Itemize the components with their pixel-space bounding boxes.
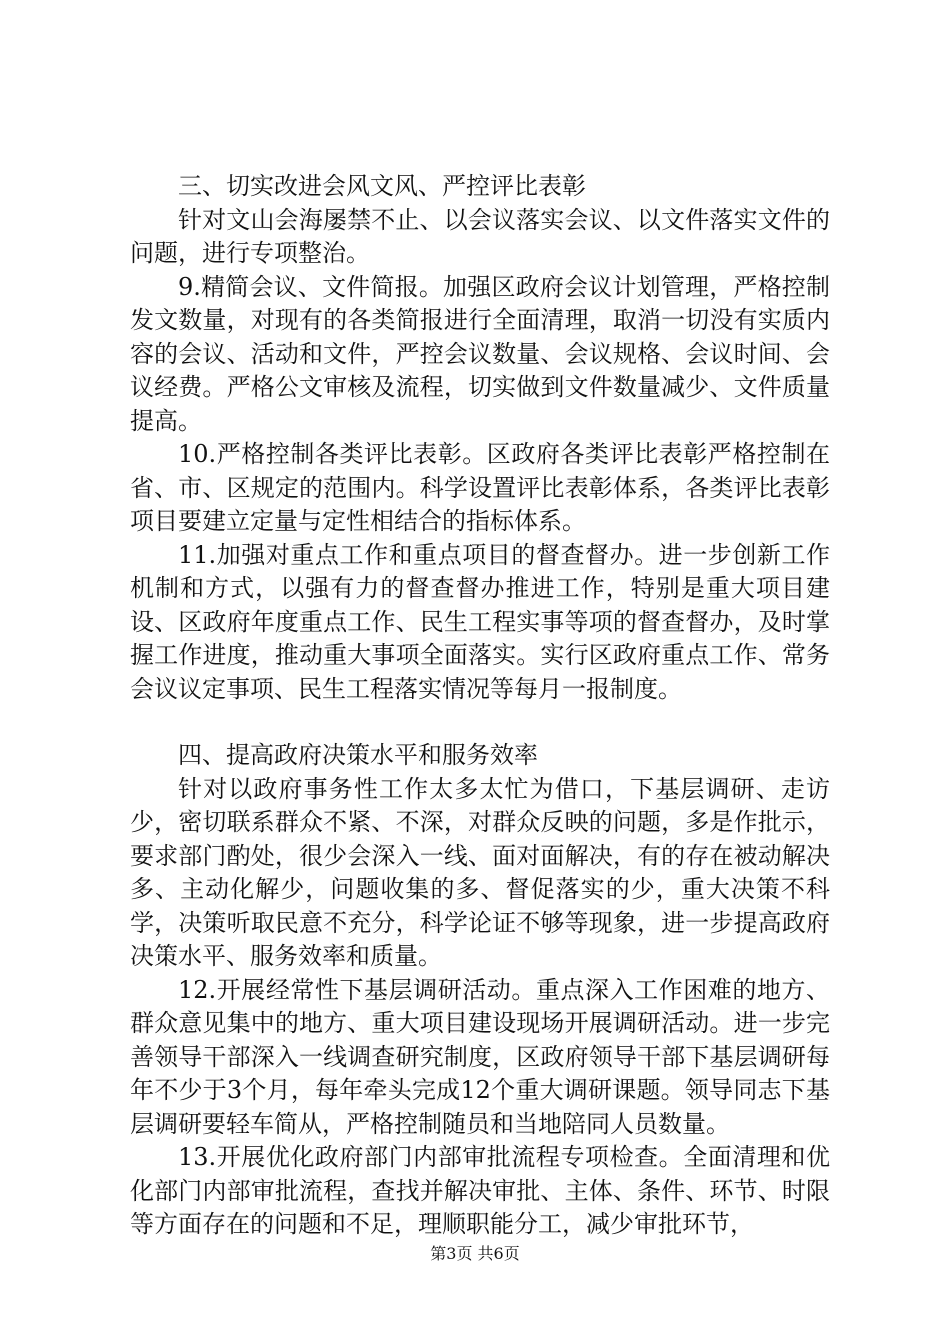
- section-3: [130, 170, 830, 706]
- paragraph: 针对以政府事务性工作太多太忙为借口，下基层调研、走访少，密切联系群众不紧、不深，对群众反映的问题，多是作批示，要求部门酌处，很少会深入一线、面对面解决，有的存在被动解决多、主动化解少，问题收集的多、督促落实的少，重大决策不科学，决策听取民意不充分，科学论证不够等现象，进一步提高政府决策水平、服务效率和质量。: [130, 774, 830, 970]
- section-heading: 三、切实改进会风文风、严控评比表彰: [178, 172, 586, 200]
- document-body: [130, 170, 830, 1242]
- section-heading: 四、提高政府决策水平和服务效率: [178, 741, 538, 769]
- page-number-footer: 第3页 共6页: [430, 1244, 520, 1263]
- paragraph: 9.精简会议、文件简报。加强区政府会议计划管理，严格控制发文数量，对现有的各类简报进行全面清理，取消一切没有实质内容的会议、活动和文件，严控会议数量、会议规格、会议时间、会议经费。严格公文审核及流程，切实做到文件数量减少、文件质量提高。: [130, 272, 830, 435]
- paragraph: 12.开展经常性下基层调研活动。重点深入工作困难的地方、群众意见集中的地方、重大项目建设现场开展调研活动。进一步完善领导干部深入一线调查研究制度，区政府领导干部下基层调研每年不少于3个月，每年牵头完成12个重大调研课题。领导同志下基层调研要轻车简从，严格控制随员和当地陪同人员数量。: [130, 975, 830, 1138]
- paragraph: 针对文山会海屡禁不止、以会议落实会议、以文件落实文件的问题，进行专项整治。: [130, 205, 830, 267]
- paragraph: 10.严格控制各类评比表彰。区政府各类评比表彰严格控制在省、市、区规定的范围内。科学设置评比表彰体系，各类评比表彰项目要建立定量与定性相结合的指标体系。: [130, 440, 830, 535]
- paragraph: 11.加强对重点工作和重点项目的督查督办。进一步创新工作机制和方式，以强有力的督查督办推进工作，特别是重大项目建设、区政府年度重点工作、民生工程实事等项的督查督办，及时掌握工作进度，推动重大事项全面落实。实行区政府重点工作、常务会议议定事项、民生工程落实情况等每月一报制度。: [130, 540, 830, 703]
- section-spacer: [130, 706, 830, 739]
- paragraph: 13.开展优化政府部门内部审批流程专项检查。全面清理和优化部门内部审批流程，查找并解决审批、主体、条件、环节、时限等方面存在的问题和不足，理顺职能分工，减少审批环节，: [130, 1143, 830, 1238]
- section-4: [130, 739, 830, 1242]
